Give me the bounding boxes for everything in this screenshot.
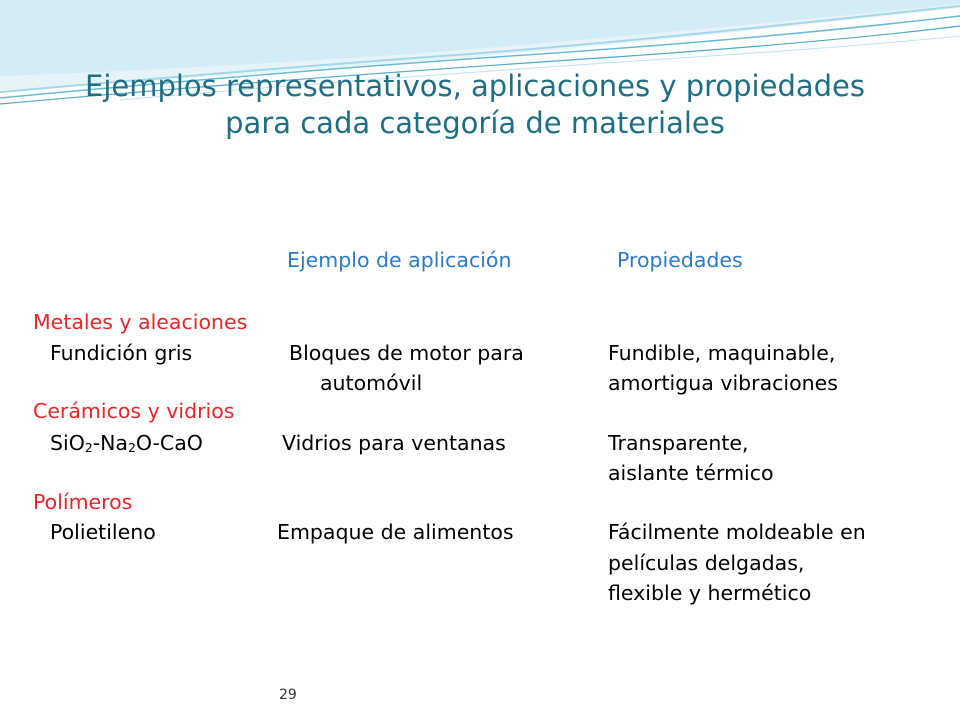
page-number: 29 [279,687,297,703]
properties-text: amortigua vibraciones [608,371,838,395]
category-ceramics: Cerámicos y vidrios [33,399,235,423]
example-material: Polietileno [50,520,156,544]
example-material: Fundición gris [50,341,193,365]
application-text: Empaque de alimentos [277,520,514,544]
category-polymers: Polímeros [33,490,133,514]
application-text: automóvil [320,371,423,395]
wave-fill-inner [0,0,960,76]
category-metals: Metales y aleaciones [33,310,248,334]
column-header-properties: Propiedades [617,248,743,272]
properties-text: aislante térmico [608,461,774,485]
application-text: Bloques de motor para [289,341,524,365]
example-material-formula: $SiO_2-Na_2O$-CaO [50,431,203,456]
properties-text: Transparente, [608,431,749,455]
properties-text: flexible y hermético [608,581,812,605]
column-header-application: Ejemplo de aplicación [287,248,512,272]
properties-text: Fundible, maquinable, [608,341,836,365]
properties-text: películas delgadas, [608,551,805,575]
application-text: Vidrios para ventanas [282,431,506,455]
properties-text: Fácilmente moldeable en [608,520,866,544]
slide-title: Ejemplos representativos, aplicaciones y propiedades para cada categoría de materiales [85,69,865,140]
